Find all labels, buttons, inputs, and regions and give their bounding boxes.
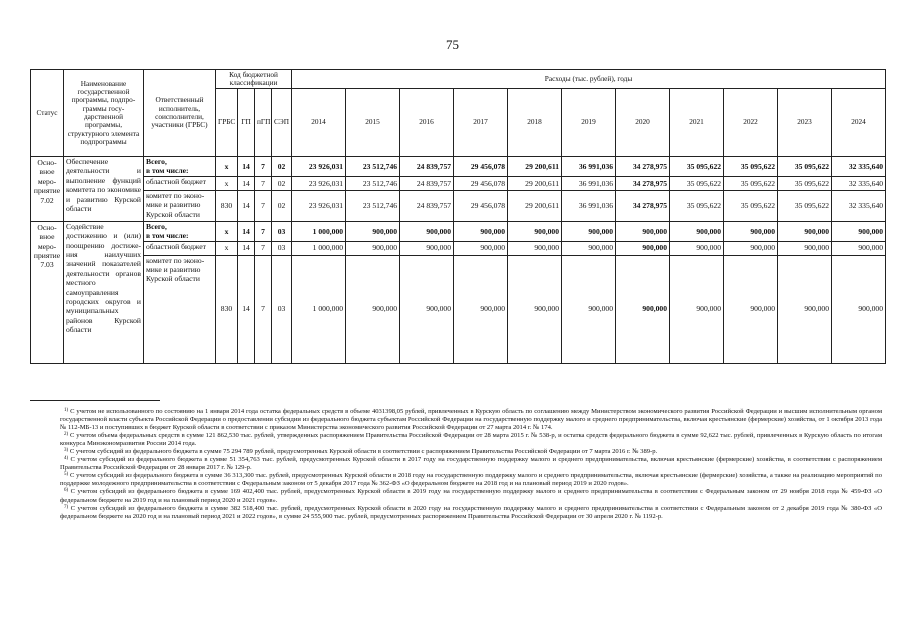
executor-cell: комитет по экономике и развитию Курской области [144, 190, 216, 221]
value-cell: 23 512,746 [346, 190, 400, 221]
status-cell: Основное мероприятие 7.03 [31, 221, 64, 363]
code-cell-sep: 03 [272, 241, 292, 255]
description-cell: Содействие достижению и (или) поощрению достижения наилучших значений показателей деятельности органов местного самоуправления городских округов и муниципальных районов Курской области [64, 221, 144, 363]
footnote-text: С учетом субсидий из федерального бюджета в сумме 75 294 789 рублей, предусмотренных Курской области в соответствии с распоряжением Правительства Российской Федерации от 7 марта 2016 г. № 389-р. [69, 448, 658, 456]
value-cell: 35 095,622 [670, 190, 724, 221]
value-cell: 900,000 [400, 255, 454, 363]
footnote-text: С учетом субсидий из федерального бюджета в сумме 169 402,400 тыс. рублей, предусмотренных Курской области в 2019 году на государственную поддержку малого и среднего предпринимательства в соответствии с Федеральным законом от 29 ноября 2018 года № 459-ФЗ «О федеральном бюджете на 2019 год и на плановый период 2020 и 2021 годов». [60, 488, 882, 504]
executor-cell [144, 157, 216, 177]
code-cell-sep: 02 [272, 190, 292, 221]
value-cell: 1 000,000 [292, 221, 346, 241]
value-cell: 900,000 [832, 221, 886, 241]
value-cell: 29 200,611 [508, 157, 562, 177]
value-cell: 900,000 [832, 241, 886, 255]
footnote-mark: 7) [64, 504, 69, 510]
footnote [60, 505, 882, 521]
value-cell: 900,000 [454, 255, 508, 363]
table-row [31, 157, 886, 177]
value-cell: 29 200,611 [508, 176, 562, 190]
footnote-text: С учетом субсидий из федерального бюджета в сумме 51 354,763 тыс. рублей, предусмотренных Курской области в 2017 году на государственную поддержку малого и среднего предпринимательства, включая крестьянские (фермерские) хозяйства, в соответствии с распоряжением Правительства Российской Федерации от 28 января 2017 г. № 129-р. [60, 456, 882, 472]
value-cell: 35 095,622 [670, 176, 724, 190]
code-cell-pgp: 7 [255, 190, 272, 221]
status-cell: Основное мероприятие 7.02 [31, 157, 64, 222]
value-cell: 35 095,622 [724, 190, 778, 221]
footnote-text: С учетом не использованного по состоянию на 1 января 2014 года остатка федеральных средств в объеме 4031398,05 рублей, привлеченных в Курскую область по соглашению между Министерством экономического развития Российской Федерации и высшим исполнительным органом государственной власти субъекта Российской Федерации о предоставлении субсидии из федерального бюджета субъектам Российской Федерации на государственную поддержку малого и среднего предпринимательства, включая крестьянские (фермерские) хозяйства, от 1 октября 2013 года № 112-МБ-13 и поступивших в бюджет Курской области в соответствии с приказом Министерства экономического развития Российской Федерации от 27 марта 2014 г. № 174. [60, 408, 882, 432]
header-gp: ГП [238, 89, 255, 157]
code-cell-pgp: 7 [255, 176, 272, 190]
executor-label: Всего, [146, 157, 167, 166]
code-cell-sep: 03 [272, 221, 292, 241]
footnote-mark: 6) [64, 488, 69, 494]
code-cell-grbs: x [216, 221, 238, 241]
code-cell-grbs: 830 [216, 190, 238, 221]
value-cell: 900,000 [778, 221, 832, 241]
footnote-mark: 4) [64, 456, 69, 462]
executor-cell: областной бюджет [144, 176, 216, 190]
footnote-text: С учетом субсидий из федерального бюджета в сумме 382 518,400 тыс. рублей, предусмотренных Курской области в 2020 году на государственную поддержку малого и среднего предпринимательства в соответствии с Федеральным законом от 2 декабря 2019 года № 380-ФЗ «О федеральном бюджете на 2020 год и на плановый период 2021 и 2022 годов», в сумме 24 555,900 тыс. рублей, предусмотренных распоряжением Правительства Российской Федерации от 30 апреля 2020 г. № 1192-р. [60, 504, 882, 520]
value-cell: 34 278,975 [616, 157, 670, 177]
executor-cell: комитет по экономике и развитию Курской области [144, 255, 216, 363]
value-cell: 35 095,622 [670, 157, 724, 177]
value-cell: 900,000 [508, 221, 562, 241]
value-cell: 35 095,622 [724, 176, 778, 190]
table-row [31, 241, 886, 255]
header-grbs: ГРБС [216, 89, 238, 157]
value-cell: 24 839,757 [400, 157, 454, 177]
value-cell: 900,000 [346, 241, 400, 255]
value-cell: 900,000 [400, 221, 454, 241]
header-sep: СЭП [272, 89, 292, 157]
code-cell-grbs: x [216, 241, 238, 255]
value-cell: 900,000 [616, 255, 670, 363]
value-cell: 24 839,757 [400, 190, 454, 221]
footnote [60, 432, 882, 448]
value-cell: 900,000 [616, 221, 670, 241]
header-year: 2021 [670, 89, 724, 157]
header-budget-code: Код бюджетной классификации [216, 70, 292, 89]
code-cell-gp: 14 [238, 255, 255, 363]
code-cell-grbs: x [216, 176, 238, 190]
value-cell: 35 095,622 [778, 176, 832, 190]
value-cell: 900,000 [724, 221, 778, 241]
value-cell: 32 335,640 [832, 157, 886, 177]
value-cell: 23 512,746 [346, 157, 400, 177]
header-status: Статус [31, 70, 64, 157]
code-cell-pgp: 7 [255, 157, 272, 177]
code-cell-grbs: 830 [216, 255, 238, 363]
footnote-separator [30, 400, 160, 401]
header-executor: Ответственный исполнитель, соисполнители, участники (ГРБС) [144, 70, 216, 157]
header-expenses: Расходы (тыс. рублей), годы [292, 70, 886, 89]
footnote [60, 456, 882, 472]
value-cell: 900,000 [832, 255, 886, 363]
code-cell-sep: 03 [272, 255, 292, 363]
table-row [31, 190, 886, 221]
value-cell: 32 335,640 [832, 176, 886, 190]
header-pgp: пГП [255, 89, 272, 157]
value-cell: 29 456,078 [454, 190, 508, 221]
footnote-mark: 1) [64, 408, 69, 413]
footnote [60, 408, 882, 432]
header-year: 2022 [724, 89, 778, 157]
code-cell-gp: 14 [238, 190, 255, 221]
value-cell: 29 456,078 [454, 176, 508, 190]
value-cell: 23 926,031 [292, 157, 346, 177]
header-name: Наименование государственной программы, подпрограммы государственной программы, структурного элемента подпрограммы [64, 70, 144, 157]
code-cell-pgp: 7 [255, 221, 272, 241]
value-cell: 36 991,036 [562, 190, 616, 221]
table-row [31, 176, 886, 190]
value-cell: 900,000 [346, 221, 400, 241]
executor-label: Всего, [146, 221, 167, 231]
value-cell: 900,000 [724, 255, 778, 363]
header-year: 2017 [454, 89, 508, 157]
code-cell-gp: 14 [238, 157, 255, 177]
value-cell: 900,000 [778, 241, 832, 255]
table-row [31, 255, 886, 363]
header-year: 2016 [400, 89, 454, 157]
header-year: 2015 [346, 89, 400, 157]
value-cell: 23 926,031 [292, 190, 346, 221]
code-cell-pgp: 7 [255, 255, 272, 363]
value-cell: 35 095,622 [724, 157, 778, 177]
value-cell: 32 335,640 [832, 190, 886, 221]
footnote-text: С учетом субсидий из федерального бюджета в сумме 36 313,300 тыс. рублей, предусмотренных Курской области в 2018 году на государственную поддержку малого и среднего предпринимательства, включая крестьянские (фермерские) хозяйства, а также на реализацию мероприятий по поддержке молодежного предпринимательства в соответствии с Федеральным законом от 5 декабря 2017 года № 362-ФЗ «О федеральном бюджете на 2018 год и на плановый период 2019 и 2020 годов». [60, 472, 882, 488]
footnote-mark: 3) [64, 448, 69, 454]
value-cell: 900,000 [670, 221, 724, 241]
value-cell: 900,000 [616, 241, 670, 255]
footnote [60, 472, 882, 488]
value-cell: 900,000 [562, 221, 616, 241]
value-cell: 900,000 [778, 255, 832, 363]
value-cell: 900,000 [562, 255, 616, 363]
header-year: 2020 [616, 89, 670, 157]
footnote [60, 488, 882, 504]
header-year: 2018 [508, 89, 562, 157]
value-cell: 35 095,622 [778, 190, 832, 221]
value-cell: 900,000 [724, 241, 778, 255]
value-cell: 34 278,975 [616, 190, 670, 221]
code-cell-grbs: x [216, 157, 238, 177]
code-cell-pgp: 7 [255, 241, 272, 255]
footnote-mark: 5) [64, 472, 69, 478]
value-cell: 900,000 [670, 255, 724, 363]
page-number: 75 [446, 37, 459, 52]
value-cell: 900,000 [562, 241, 616, 255]
value-cell: 900,000 [508, 255, 562, 363]
expenses-table [30, 69, 886, 364]
header-year: 2024 [832, 89, 886, 157]
value-cell: 35 095,622 [778, 157, 832, 177]
footnote [60, 448, 882, 456]
code-cell-gp: 14 [238, 176, 255, 190]
code-cell-gp: 14 [238, 221, 255, 241]
executor-cell [144, 221, 216, 241]
code-cell-sep: 02 [272, 157, 292, 177]
value-cell: 29 200,611 [508, 190, 562, 221]
value-cell: 1 000,000 [292, 241, 346, 255]
value-cell: 900,000 [454, 221, 508, 241]
executor-label: в том числе: [146, 231, 189, 241]
value-cell: 900,000 [508, 241, 562, 255]
description-cell: Обеспечение деятельности и выполнение функций комитета по экономике и развитию Курской области [64, 157, 144, 222]
table-row [31, 221, 886, 241]
value-cell: 24 839,757 [400, 176, 454, 190]
executor-label: в том числе: [146, 166, 189, 176]
value-cell: 900,000 [346, 255, 400, 363]
value-cell: 1 000,000 [292, 255, 346, 363]
footnotes [60, 408, 882, 521]
executor-cell: областной бюджет [144, 241, 216, 255]
header-year: 2019 [562, 89, 616, 157]
header-year: 2014 [292, 89, 346, 157]
value-cell: 29 456,078 [454, 157, 508, 177]
header-year: 2023 [778, 89, 832, 157]
value-cell: 23 926,031 [292, 176, 346, 190]
value-cell: 23 512,746 [346, 176, 400, 190]
code-cell-gp: 14 [238, 241, 255, 255]
value-cell: 900,000 [454, 241, 508, 255]
value-cell: 900,000 [670, 241, 724, 255]
value-cell: 36 991,036 [562, 176, 616, 190]
value-cell: 36 991,036 [562, 157, 616, 177]
value-cell: 900,000 [400, 241, 454, 255]
value-cell: 34 278,975 [616, 176, 670, 190]
footnote-mark: 2) [64, 432, 69, 438]
footnote-text: С учетом объема федеральных средств в сумме 121 862,530 тыс. рублей, утвержденных распоряжением Правительства Российской Федерации от 28 марта 2015 г. № 538-р, и остатка средств федерального бюджета в сумме 92,622 тыс. рублей, привлеченных в Курскую область по итогам конкурса Минэкономразвития России 2014 года. [60, 432, 883, 448]
code-cell-sep: 02 [272, 176, 292, 190]
